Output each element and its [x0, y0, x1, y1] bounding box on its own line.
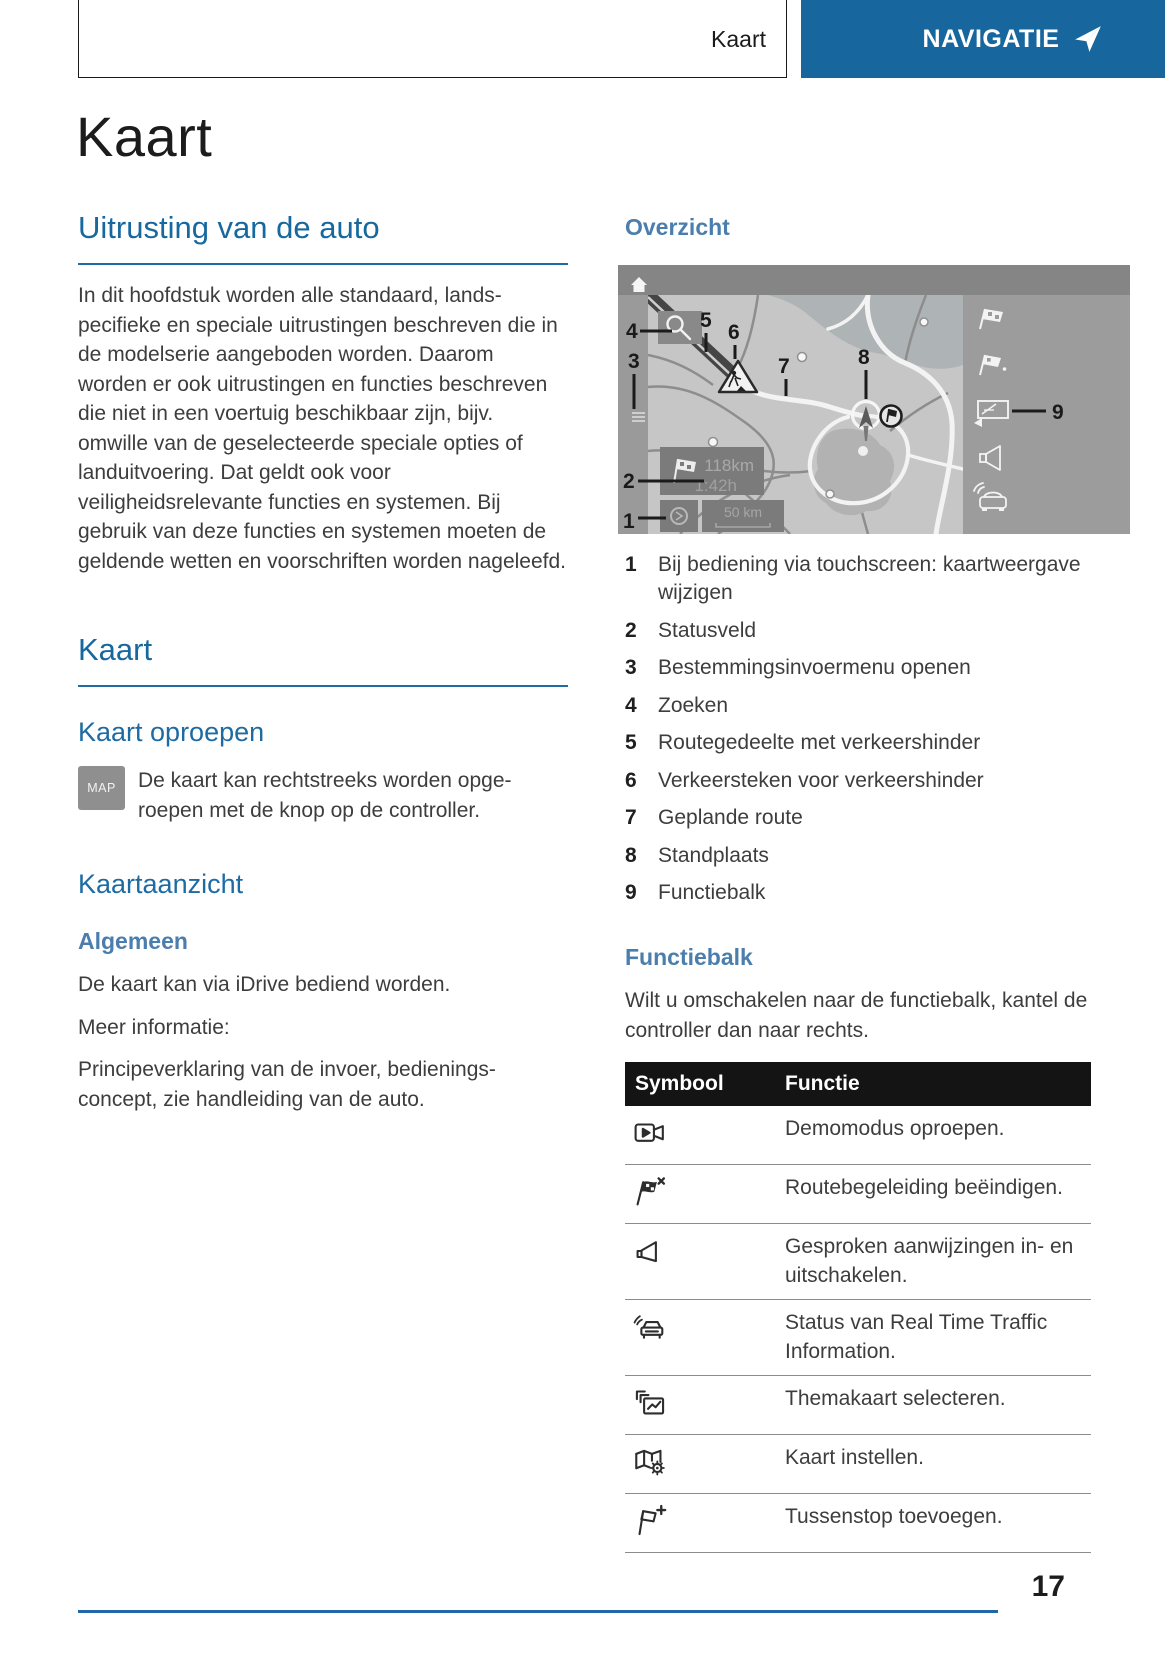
legend-item [625, 804, 1091, 832]
header-breadcrumb-box [78, 0, 787, 78]
icon-speaker [633, 1234, 667, 1268]
table-symbol-cell [625, 1309, 785, 1349]
function-bar-paragraph: Wilt u omschakelen naar de functiebalk, kantel de controller dan naar rechts. [625, 989, 1088, 1042]
legend-item-number: 4 [625, 693, 637, 717]
table-symbol-cell [625, 1174, 785, 1214]
route-time: 1:42h [694, 476, 737, 495]
callout-4: 4 [626, 320, 638, 343]
function-table [625, 1062, 1091, 1553]
callout-5: 5 [700, 309, 712, 332]
table-symbol-cell [625, 1444, 785, 1484]
table-function-cell: Demomodus oproepen. [785, 1117, 1005, 1140]
legend-item [625, 767, 1091, 795]
legend-item [625, 551, 1091, 607]
icon-map-settings [633, 1445, 667, 1479]
map-legend [625, 551, 1091, 907]
subsection-title-function-bar: Functiebalk [625, 944, 753, 970]
map-controller-button [78, 766, 125, 810]
more-info-paragraph: Meer informatie: [78, 1015, 230, 1039]
table-row [625, 1300, 1091, 1376]
map-key-row [78, 766, 568, 825]
footer-rule [78, 1610, 998, 1613]
callout-3: 3 [628, 350, 640, 373]
legend-item-number: 5 [625, 731, 637, 754]
callout-2: 2 [623, 470, 635, 493]
legend-item-text: Functiebalk [658, 881, 766, 904]
subsection-title-overview: Overzicht [625, 214, 730, 240]
legend-item-text: Geplande route [658, 806, 803, 829]
legend-item-text: Bestemmingsinvoermenu openen [658, 656, 971, 679]
callout-9: 9 [1052, 401, 1064, 424]
legend-item-number: 6 [625, 768, 637, 792]
legend-item [625, 842, 1091, 870]
legend-item-number: 2 [625, 618, 637, 642]
map-top-bar [618, 265, 1130, 295]
table-header-function: Functie [785, 1072, 860, 1095]
map-status-field [660, 447, 764, 495]
left-column [78, 200, 568, 1114]
subsection-title-map-view: Kaartaanzicht [78, 869, 244, 899]
legend-item [625, 729, 1091, 757]
map-controller-button-label: MAP [87, 781, 116, 795]
table-function-cell: Gesproken aanwijzingen in- en uitschakelen. [785, 1235, 1074, 1287]
map-interaction-button [660, 500, 698, 532]
equipment-paragraph: In dit hoofdstuk worden alle standaard, landspecifieke en speciale uitrustingen beschreven die in de modelserie aangeboden worden. Daarom worden er ook uitrustingen en functies beschreven die niet in een voertuig beschikbaar zijn, bijv. omwille van de geselecteerde speciale opties of landuitvoering. Dat geldt ook voor veiligheidsrelevante functies en systemen. Bij gebruik van deze functies en systemen moeten de geldende wetten en voorschriften worden nageleefd. [78, 284, 567, 573]
table-function-cell: Routebegeleiding beëindigen. [785, 1176, 1063, 1199]
map-scale [702, 500, 784, 532]
legend-item-number: 9 [625, 881, 637, 904]
principle-paragraph: Principeverklaring van de invoer, bedieningsconcept, zie handleiding van de auto. [78, 1058, 496, 1111]
legend-item [625, 692, 1091, 720]
route-distance: 118km [704, 456, 754, 475]
table-symbol-cell [625, 1115, 785, 1155]
legend-item-text: Verkeersteken voor verkeershinder [658, 768, 984, 792]
table-symbol-cell [625, 1233, 785, 1273]
table-function-cell: Status van Real Time Traffic Information. [785, 1311, 1048, 1363]
legend-item-number: 8 [625, 843, 637, 867]
legend-item-number: 7 [625, 806, 637, 829]
legend-item [625, 617, 1091, 645]
table-function-cell: Themakaart selecteren. [785, 1387, 1006, 1410]
map-function-bar [963, 295, 1130, 534]
page-number: 17 [1031, 1570, 1065, 1603]
right-column [625, 200, 1091, 1553]
legend-item-text: Bij bediening via touchscreen: kaartweergave wijzigen [658, 553, 1081, 604]
legend-item-number: 1 [625, 553, 637, 576]
table-row [625, 1494, 1091, 1553]
section-title-equipment: Uitrusting van de auto [78, 210, 568, 265]
table-row [625, 1224, 1091, 1300]
breadcrumb: Kaart [711, 25, 766, 52]
legend-item [625, 654, 1091, 682]
destination-marker [881, 406, 902, 427]
callout-1: 1 [623, 510, 635, 533]
navigation-arrow-icon [1073, 24, 1103, 54]
table-function-cell: Tussenstop toevoegen. [785, 1505, 1003, 1528]
navigation-map-figure [618, 265, 1130, 534]
table-symbol-cell [625, 1503, 785, 1543]
legend-item-text: Statusveld [658, 618, 757, 642]
subsection-title-general: Algemeen [78, 928, 188, 954]
icon-flag-end [633, 1175, 667, 1209]
icon-rtti [633, 1310, 667, 1344]
legend-item-text: Zoeken [658, 693, 729, 717]
function-table-header [625, 1062, 1091, 1106]
table-row [625, 1165, 1091, 1224]
chapter-banner [801, 0, 1165, 78]
table-symbol-cell [625, 1385, 785, 1425]
legend-item-text: Standplaats [658, 843, 769, 867]
map-search-box [658, 311, 702, 344]
section-title-map: Kaart [78, 632, 568, 687]
subsection-title-open-map: Kaart oproepen [78, 717, 265, 747]
legend-item [625, 879, 1091, 907]
map-scale-label: 50 km [723, 504, 763, 520]
callout-8: 8 [858, 346, 870, 369]
open-map-paragraph: De kaart kan rechtstreeks worden opgeroepen met de knop op de controller. [138, 769, 512, 822]
callout-7: 7 [778, 355, 790, 378]
idrive-paragraph: De kaart kan via iDrive bediend worden. [78, 973, 451, 996]
table-row [625, 1435, 1091, 1494]
legend-item-number: 3 [625, 656, 637, 679]
icon-demo [633, 1116, 667, 1150]
table-header-symbol: Symbool [635, 1072, 724, 1095]
callout-6: 6 [728, 321, 740, 344]
table-function-cell: Kaart instellen. [785, 1446, 924, 1469]
chapter-banner-label: NAVIGATIE [922, 24, 1060, 53]
icon-waypoint-add [633, 1504, 667, 1538]
table-row [625, 1106, 1091, 1165]
legend-item-text: Routegedeelte met verkeershinder [658, 731, 981, 754]
icon-theme-map [633, 1386, 667, 1420]
function-table-body [625, 1106, 1091, 1553]
table-row [625, 1376, 1091, 1435]
page-title: Kaart [76, 105, 213, 168]
